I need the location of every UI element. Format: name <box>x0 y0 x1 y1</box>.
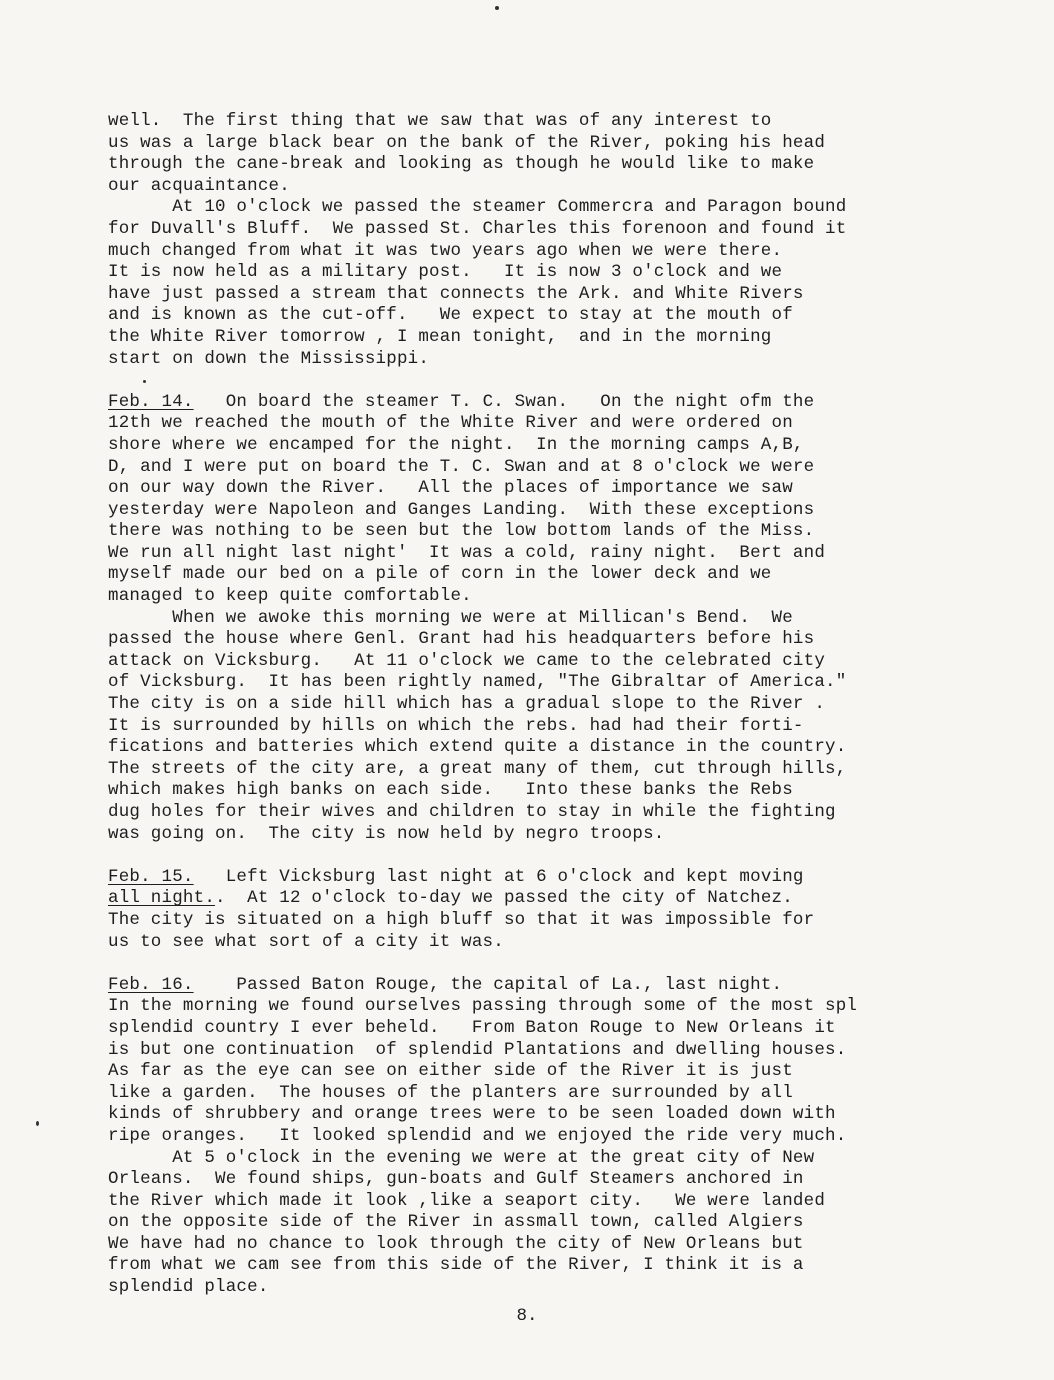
text-line <box>108 219 1008 241</box>
text-line <box>108 1212 1008 1234</box>
line-text: us was a large black bear on the bank of the River, poking his head <box>108 132 826 153</box>
text-line <box>108 780 1008 802</box>
text-line <box>108 629 1008 651</box>
line-text: passed the house where Genl. Grant had his headquarters before his <box>108 629 815 650</box>
text-line <box>108 996 1008 1018</box>
text-line <box>108 176 1008 198</box>
line-text: our acquaintance. <box>108 175 290 196</box>
text-line <box>108 1255 1008 1277</box>
line-text: yesterday were Napoleon and Ganges Landing. With these exceptions <box>108 499 815 520</box>
text-line <box>108 932 1008 954</box>
line-text: through the cane-break and looking as though he would like to make <box>108 154 815 175</box>
line-text: managed to keep quite comfortable. <box>108 586 472 607</box>
text-line <box>108 737 1008 759</box>
line-text: which makes high banks on each side. Into these banks the Rebs <box>108 780 793 801</box>
line-text: much changed from what it was two years ago when we were there. <box>108 240 783 261</box>
text-line <box>108 975 1008 997</box>
line-text: Passed Baton Rouge, the capital of La., last night. <box>193 974 783 995</box>
line-text: splendid country I ever beheld. From Baton Rouge to New Orleans it <box>108 1017 836 1038</box>
text-line <box>108 824 1008 846</box>
blank-line <box>108 370 1008 392</box>
line-text: the River which made it look ,like a seaport city. We were landed <box>108 1190 826 1211</box>
text-line <box>108 521 1008 543</box>
text-line <box>108 1148 1008 1170</box>
text-line <box>108 716 1008 738</box>
line-text: The streets of the city are, a great many of them, cut through hills, <box>108 758 847 779</box>
text-line <box>108 413 1008 435</box>
line-text: Left Vicksburg last night at 6 o'clock and kept moving <box>193 866 804 887</box>
text-line <box>108 154 1008 176</box>
text-line <box>108 197 1008 219</box>
line-text: splendid place. <box>108 1277 269 1298</box>
text-line <box>108 1169 1008 1191</box>
line-text: the White River tomorrow , I mean tonight, and in the morning <box>108 326 772 347</box>
line-text: is but one continuation of splendid Plantations and dwelling houses. <box>108 1039 847 1060</box>
text-line <box>108 1083 1008 1105</box>
text-line <box>108 327 1008 349</box>
text-line <box>108 1277 1008 1299</box>
text-line <box>108 608 1008 630</box>
line-text: dug holes for their wives and children to stay in while the fighting <box>108 802 836 822</box>
entry-date: Feb. 15. <box>108 866 194 887</box>
line-text: well. The first thing that we saw that was of any interest to <box>108 111 772 131</box>
line-text: fications and batteries which extend quite a distance in the country. <box>108 737 847 758</box>
line-text: As far as the eye can see on either side of the River it is just <box>108 1061 793 1082</box>
text-line <box>108 543 1008 565</box>
text-line <box>108 500 1008 522</box>
line-text: At 10 o'clock we passed the steamer Commercra and Paragon bound <box>108 197 847 218</box>
text-line <box>108 1040 1008 1062</box>
entry-date: Feb. 16. <box>108 974 194 995</box>
ink-speck <box>36 1121 39 1126</box>
entry-date: all night. <box>108 888 216 909</box>
line-text: on our way down the River. All the places of importance we saw <box>108 478 793 499</box>
text-line <box>108 1191 1008 1213</box>
line-text: of Vicksburg. It has been rightly named, "The Gibraltar of America." <box>108 672 847 693</box>
diary-text <box>108 111 1008 1299</box>
text-line <box>108 133 1008 155</box>
line-text: On board the steamer T. C. Swan. On the night ofm the <box>193 391 815 412</box>
line-text: like a garden. The houses of the planters are surrounded by all <box>108 1082 793 1103</box>
line-text: It is surrounded by hills on which the rebs. had had their forti- <box>108 715 804 736</box>
page-number: 8. <box>516 1306 538 1326</box>
line-text: for Duvall's Bluff. We passed St. Charles this forenoon and found it <box>108 218 847 239</box>
line-text: 12th we reached the mouth of the White River and were ordered on <box>108 413 793 434</box>
text-line <box>108 586 1008 608</box>
line-text: myself made our bed on a pile of corn in the lower deck and we <box>108 564 772 585</box>
text-line <box>108 1126 1008 1148</box>
line-text: We have had no chance to look through the city of New Orleans but <box>108 1233 804 1254</box>
text-line <box>108 435 1008 457</box>
line-text: In the morning we found ourselves passing through some of the most spl <box>108 996 858 1017</box>
blank-line <box>108 953 1008 975</box>
text-line <box>108 392 1008 414</box>
line-text: us to see what sort of a city it was. <box>108 931 504 952</box>
line-text: The city is situated on a high bluff so that it was impossible for <box>108 909 815 930</box>
line-text: D, and I were put on board the T. C. Swan and at 8 o'clock we were <box>108 456 815 477</box>
text-line <box>108 759 1008 781</box>
line-text: there was nothing to be seen but the low bottom lands of the Miss. <box>108 521 815 542</box>
line-text: Orleans. We found ships, gun-boats and Gulf Steamers anchored in <box>108 1169 804 1190</box>
text-line <box>108 305 1008 327</box>
line-text: was going on. The city is now held by negro troops. <box>108 823 665 844</box>
text-line <box>108 1234 1008 1256</box>
line-text: When we awoke this morning we were at Millican's Bend. We <box>108 607 793 628</box>
line-text: . At 12 o'clock to-day we passed the city of Natchez. <box>215 888 793 909</box>
text-line <box>108 672 1008 694</box>
text-line <box>108 1104 1008 1126</box>
entry-date: Feb. 14. <box>108 391 194 412</box>
line-text: ripe oranges. It looked splendid and we enjoyed the ride very much. <box>108 1125 847 1146</box>
text-line <box>108 1061 1008 1083</box>
text-line <box>108 111 1008 133</box>
line-text: At 5 o'clock in the evening we were at the great city of New <box>108 1147 815 1168</box>
text-line <box>108 651 1008 673</box>
line-text: attack on Vicksburg. At 11 o'clock we came to the celebrated city <box>108 650 826 671</box>
line-text: kinds of shrubbery and orange trees were to be seen loaded down with <box>108 1104 836 1125</box>
blank-line <box>108 845 1008 867</box>
line-text: shore where we encamped for the night. In the morning camps A,B, <box>108 434 804 455</box>
text-line <box>108 1018 1008 1040</box>
text-line <box>108 564 1008 586</box>
ink-speck <box>495 6 499 10</box>
text-line <box>108 241 1008 263</box>
text-line <box>108 888 1008 910</box>
line-text: from what we cam see from this side of the River, I think it is a <box>108 1255 804 1276</box>
line-text: It is now held as a military post. It is now 3 o'clock and we <box>108 262 783 283</box>
text-line <box>108 867 1008 889</box>
text-line <box>108 349 1008 371</box>
line-text: We run all night last night' It was a cold, rainy night. Bert and <box>108 542 826 563</box>
line-text: on the opposite side of the River in assmall town, called Algiers <box>108 1212 804 1233</box>
line-text: start on down the Mississippi. <box>108 348 430 369</box>
line-text: and is known as the cut-off. We expect to stay at the mouth of <box>108 305 793 326</box>
text-line <box>108 694 1008 716</box>
line-text: have just passed a stream that connects the Ark. and White Rivers <box>108 283 804 304</box>
text-line <box>108 910 1008 932</box>
text-line <box>108 478 1008 500</box>
text-line <box>108 262 1008 284</box>
text-line <box>108 284 1008 306</box>
text-line <box>108 457 1008 479</box>
text-line <box>108 802 1008 824</box>
line-text: The city is on a side hill which has a gradual slope to the River . <box>108 694 826 715</box>
